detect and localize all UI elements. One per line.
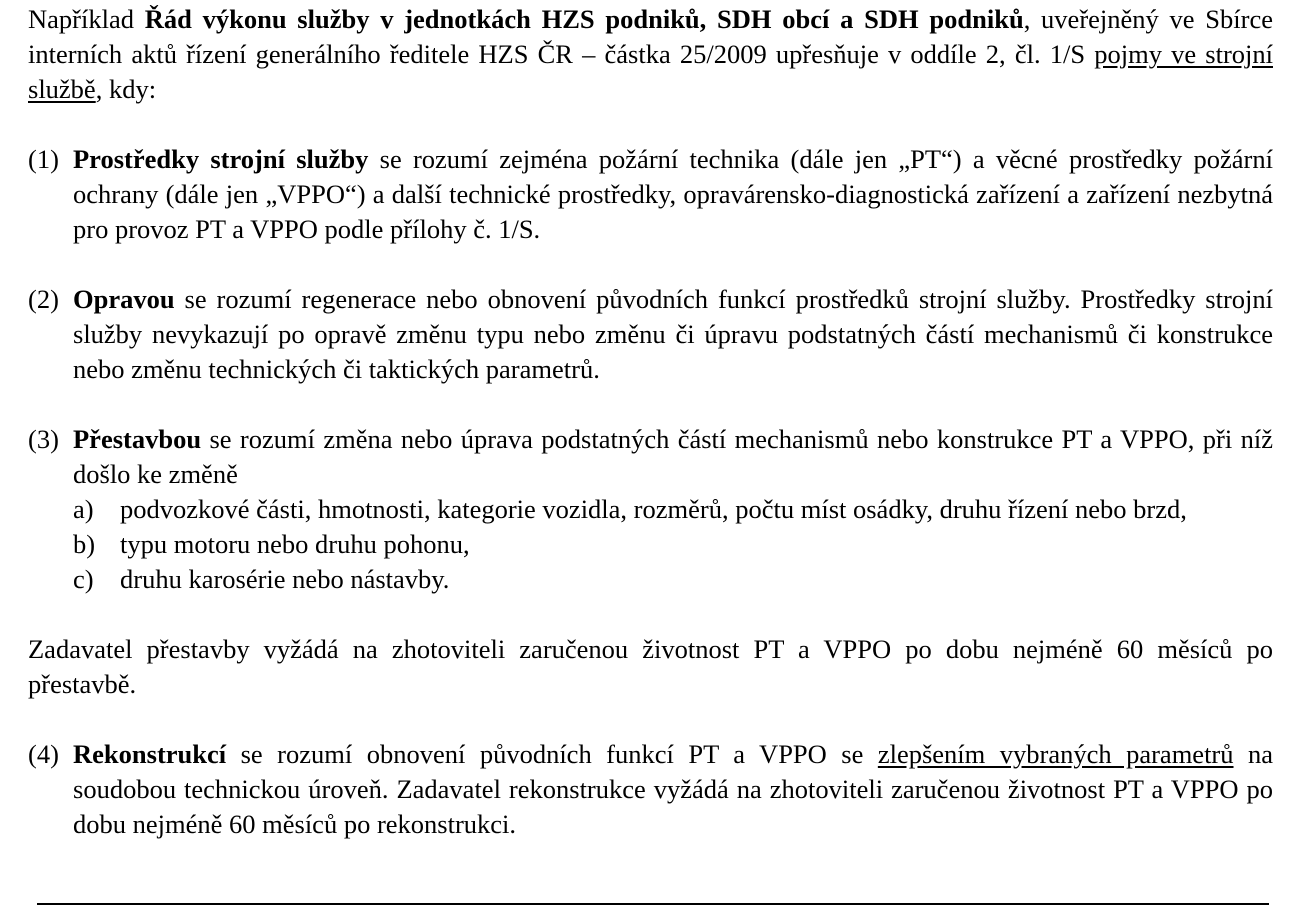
sub-item-a: [28, 492, 1273, 527]
intro-underlined-term: pojmy ve strojní službě: [28, 39, 1273, 104]
spacer: [28, 597, 1273, 632]
definition-item-4: [28, 737, 1273, 842]
item-number: (2): [28, 284, 59, 314]
sub-item-text: podvozkové části, hmotnosti, kategorie vozidla, rozměrů, počtu míst osádky, druhu řízení nebo brzd,: [120, 494, 1187, 524]
sub-item-b: [28, 527, 1273, 562]
sub-item-text: druhu karosérie nebo nástavby.: [120, 564, 450, 594]
spacer: [28, 387, 1273, 422]
item-number: (3): [28, 424, 59, 454]
sub-item-letter: b): [73, 529, 96, 559]
defined-term: Prostředky strojní služby: [73, 144, 369, 174]
sub-item-c: [28, 562, 1273, 597]
sub-item-text: typu motoru nebo druhu pohonu,: [120, 529, 470, 559]
definition-item-2: [28, 282, 1273, 387]
intro-tail: , kdy:: [95, 74, 157, 104]
document-page: [28, 0, 1273, 842]
note-paragraph: Zadavatel přestavby vyžádá na zhotoviteli zaručenou životnost PT a VPPO po dobu nejméně 60 měsíců po přestavbě.: [28, 634, 1273, 699]
defined-term: Rekonstrukcí: [73, 739, 227, 769]
sub-list: [28, 492, 1273, 597]
definition-item-3: [28, 422, 1273, 492]
item-number: (1): [28, 144, 59, 174]
item-text: se rozumí obnovení původních funkcí PT a VPPO se: [226, 739, 878, 769]
item-body: [73, 422, 1273, 492]
spacer: [28, 107, 1273, 142]
item-text-continued: na soudobou technickou úroveň. Zadavatel rekonstrukce vyžádá na zhotoviteli zaručenou životnost PT a VPPO po dobu nejméně 60 měsíců po rekonstrukci.: [73, 739, 1274, 839]
defined-term: Opravou: [73, 284, 175, 314]
item-body: [73, 737, 1273, 842]
item-body: [73, 282, 1273, 387]
defined-term: Přestavbou: [73, 424, 202, 454]
footer-rule: [37, 903, 1269, 905]
intro-paragraph: [28, 0, 1273, 107]
spacer: [28, 702, 1273, 737]
sub-item-letter: c): [73, 564, 94, 594]
sub-item-letter: a): [73, 494, 94, 524]
item-text: se rozumí změna nebo úprava podstatných částí mechanismů nebo konstrukce PT a VPPO, při níž došlo ke změně: [73, 424, 1273, 489]
item-body: [73, 142, 1273, 247]
definition-item-1: [28, 142, 1273, 247]
regulation-title: Řád výkonu služby v jednotkách HZS podniků, SDH obcí a SDH podniků: [144, 4, 1024, 34]
underlined-phrase: zlepšením vybraných parametrů: [877, 739, 1234, 769]
item-text: se rozumí regenerace nebo obnovení původních funkcí prostředků strojní služby. Prostředky strojní služby nevykazují po opravě změnu typu nebo změnu či úpravu podstatných částí mechanismů či konstrukce nebo změnu technických či taktických parametrů.: [73, 284, 1273, 384]
intro-mid: , uveřejněný ve Sbírce interních aktů řízení generálního ředitele HZS ČR – částka 25/2009 upřesňuje v oddíle 2, čl. 1/S: [28, 4, 1273, 69]
item-text: se rozumí zejména požární technika (dále jen „PT“) a věcné prostředky požární ochrany (dále jen „VPPO“) a další technické prostředky, opravárensko-diagnostická zařízení a zařízení nezbytná pro provoz PT a VPPO podle přílohy č. 1/S.: [73, 144, 1273, 244]
spacer: [28, 247, 1273, 282]
intro-lead: Například: [28, 4, 145, 34]
item-number: (4): [28, 739, 59, 769]
